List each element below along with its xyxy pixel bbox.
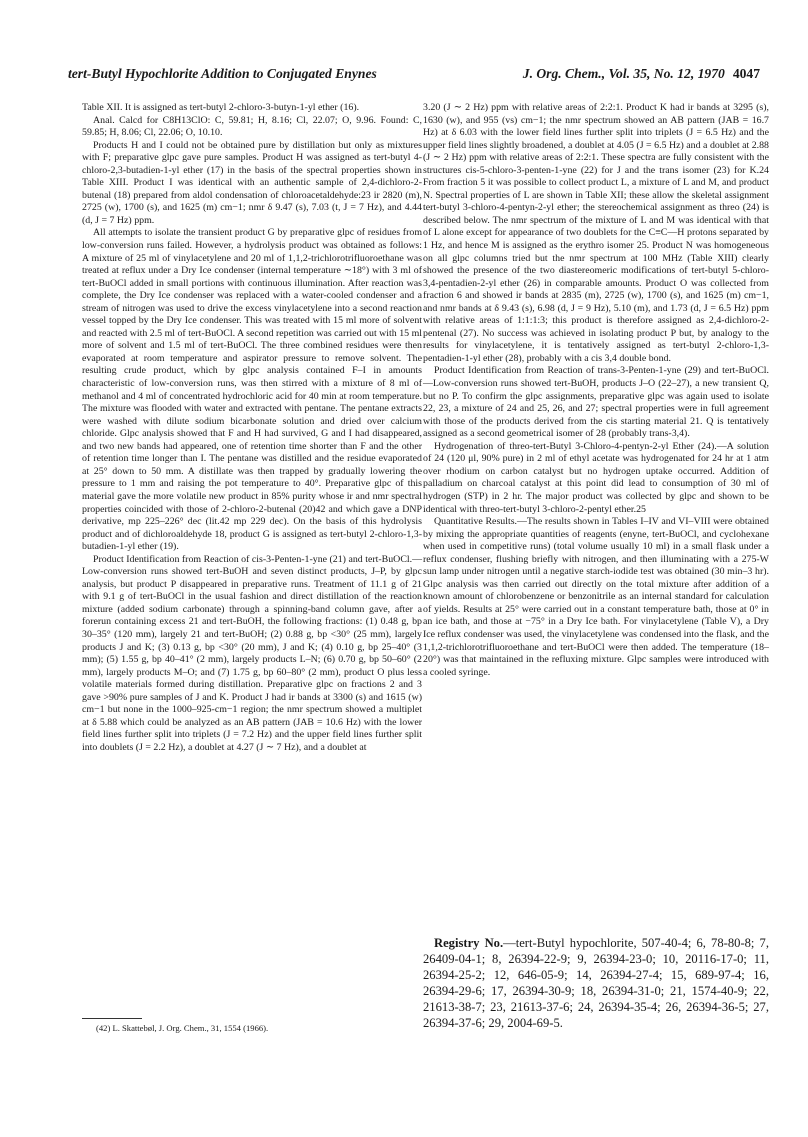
journal-name: J. Org. Chem., Vol. 35, No. 12, 1970 xyxy=(522,66,725,81)
paragraph: Table XII. It is assigned as tert-butyl 2-chloro-3-butyn-1-yl ether (16). xyxy=(82,102,360,113)
registry-paragraph xyxy=(423,936,769,1031)
registry-numbers xyxy=(423,936,769,1031)
paragraph: Products H and I could not be obtained pure by distillation but only as mixtures with F; preparative glpc gave pure samples. Product H was assigned as tert-butyl 4-chloro-2,3-butadien-1-yl ether (17) in the basis of the spectral properties shown in Table XIII. Product I was identical with an authentic sample of 2,4-dichloro-2-butenal (18) prepared from aldol condensation of chloroacetaldehyde:23 ir 2820 (m), 2725 (w), 1700 (s), and 1625 (m) cm−1; nmr δ 9.47 (s), 7.03 (t, J = 7 Hz), and 4.44 (d, J = 7 Hz) ppm. xyxy=(82,139,422,226)
footnote-divider xyxy=(82,1018,142,1019)
paragraph: Product Identification from Reaction of trans-3-Penten-1-yne (29) and tert-BuOCl.—Low-conversion runs showed tert-BuOH, products J–O (22–27), a new transient Q, but no P. To confirm the glpc assignments, preparative glpc was again used to isolate 22, 23, a mixture of 24 and 25, 26, and 27; spectral properties were in full agreement with those of the products derived from the cis starting material 21. Q is tentatively assigned as a second geometrical isomer of 28 (probably trans-3,4). xyxy=(423,365,769,440)
registry-text: —tert-Butyl hypochlorite, 507-40-4; 6, 78-80-8; 7, 26409-04-1; 8, 26394-22-9; 9, 26394-23-0; 10, 20116-17-0; 11, 26394-25-2; 12, 646-05-9; 14, 26394-27-4; 15, 689-97-4; 16, 26394-29-6; 17, 26394-30-9; 18, 26394-31-0; 21, 1574-40-9; 22, 21613-38-7; 23, 21613-37-6; 24, 26394-35-4; 26, 26394-36-5; 27, 26394-37-6; 29, 2004-69-5. xyxy=(423,936,769,1030)
paragraph: Hydrogenation of threo-tert-Butyl 3-Chloro-4-pentyn-2-yl Ether (24).—A solution of 24 (120 μl, 90% pure) in 2 ml of ethyl acetate was hydrogenated for 24 hr at 1 atm over rhodium on carbon catalyst but no hydrogen uptake occurred. Addition of palladium on charcoal catalyst at this point did lead to consumption of 30 ml of hydrogen (STP) in 2 hr. The major product was collected by glpc and shown to be identical with threo-tert-butyl 3-chloro-2-pentyl ether.25 xyxy=(423,440,769,515)
page-header xyxy=(68,66,760,88)
left-column xyxy=(82,102,422,754)
paragraph: Product Identification from Reaction of cis-3-Penten-1-yne (21) and tert-BuOCl.—Low-conversion runs showed tert-BuOH and seven distinct products, J–P, by glpc analysis, but product P disappeared in preparative runs. Treatment of 11.1 g of 21 with 9.1 g of tert-BuOCl in the usual fashion and direct distillation of the reaction mixture (added sodium carbonate) through a spinning-band column gave, after a forerun containing excess 21 and tert-BuOH, the following fractions: (1) 0.48 g, bp 30–35° (120 mm), largely 21 and tert-BuOH; (2) 0.88 g, bp <30° (25 mm), largely products J and K; (3) 0.13 g, bp <30° (20 mm), J and K; (4) 0.10 g, bp 25–40° (3 mm); (5) 1.55 g, bp 40–41° (2 mm), largely products L–N; (6) 0.70 g, bp 50–60° (2 mm), largely products M–O; and (7) 1.75 g, bp 60–80° (2 mm), product O plus less volatile materials formed during distillation. Preparative glpc on fractions 2 and 3 gave >90% pure samples of J and K. Product J had ir bands at 3300 (s) and 1615 (w) cm−1 but none in the 1000–925-cm−1 region; the nmr spectrum showed a multiplet at δ 5.88 which could be analyzed as an AB pattern (JAB = 10.6 Hz) with the lower field lines further split into triplets (J = 7.2 Hz) and the upper field lines further split into doublets (J = 2.2 Hz), a doublet at 4.27 (J ∼ 7 Hz), and a doublet at xyxy=(82,553,422,753)
paragraph: Anal. Calcd for C8H13ClO: C, 59.81; H, 8.16; Cl, 22.07; O, 9.96. Found: C, 59.85; H, 8.06; Cl, 22.06; O, 10.10. xyxy=(82,114,422,139)
paragraph: All attempts to isolate the transient product G by preparative glpc of residues from low-conversion runs failed. However, a hydrolysis product was obtained as follows: A mixture of 25 ml of vinylacetylene and 20 ml of 1,1,2-trichlorotrifluoroethane was treated at reflux under a Dry Ice condenser (internal temperature ∼18°) with 3 ml of tert-BuOCl added in small portions with continuous illumination. After reaction was complete, the Dry Ice condenser was replaced with a water-cooled condenser and a stream of nitrogen was used to drive the excess vinylacetylene into a second reaction vessel topped by the Dry Ice condenser. This was treated with 15 ml more of solvent and reacted with 2.5 ml of tert-BuOCl. A second repetition was carried out with 15 ml more of solvent and 1.5 ml of tert-BuOCl. The three combined residues were then evaporated at room temperature and aspirator pressure to remove solvent. The resulting crude product, which by glpc analysis contained F–I in amounts characteristic of low-conversion runs, was then stirred with a mixture of 8 ml of methanol and 4 ml of concentrated hydrochloric acid for 40 min at room temperature. The mixture was flooded with water and extracted with pentane. The pentane extracts were washed with dilute sodium bicarbonate solution and dried over calcium chloride. Glpc analysis showed that F and H had survived, G and I had disappeared, and two new bands had appeared, one of retention time shorter than F and the other of retention time longer than I. The pentane was distilled and the residue evaporated at 25° down to 50 mm. A distillate was then trapped by gradually lowering the pressure to 1 mm and raising the pot temperature to 40°. Preparative glpc of this material gave the more volatile new product in 85% purity whose ir and nmr spectral properties coincided with those of 2-chloro-2-butenal (20)42 and which gave a DNP derivative, mp 225–226° dec (lit.42 mp 229 dec). On the basis of this hydrolysis product and of dichloroaldehyde 18, product G is assigned as tert-butyl 2-chloro-1,3-butadien-1-yl ether (19). xyxy=(82,227,422,553)
journal-citation xyxy=(523,66,760,82)
right-column xyxy=(423,102,769,679)
registry-label: Registry No. xyxy=(434,936,504,950)
footnote: (42) L. Skattebøl, J. Org. Chem., 31, 1554 (1966). xyxy=(96,1023,269,1033)
paragraph: 3.20 (J ∼ 2 Hz) ppm with relative areas of 2:2:1. Product K had ir bands at 3295 (s), 1630 (w), and 955 (vs) cm−1; the nmr spectrum showed an AB pattern (JAB = 16.7 Hz) at δ 6.03 with the lower field lines further split into triplets (J = 6.5 Hz) and the upper field lines slightly broadened, a doublet at 4.05 (J = 6.5 Hz) and a doublet at 2.88 (J ∼ 2 Hz) ppm with relative areas of 2:2:1. These spectra are fully consistent with the structures cis-5-chloro-3-penten-1-yne (22) for J and the trans isomer (23) for K.24 From fraction 5 it was possible to collect product L, a mixture of L and M, and product N. Spectral properties of L are shown in Table XII; these allow the skeletal assignment tert-butyl 3-chloro-4-pentyn-2-yl ether; the stereochemical assignment as threo (24) is described below. The nmr spectrum of the mixture of L and M was identical with that of L alone except for appearance of two doublets for the C≡C—H protons separated by 1 Hz, and hence M is assigned as the erythro isomer 25. Product N was homogeneous on all glpc columns tried but the nmr spectrum at 100 MHz (Table XIII) clearly showed the presence of the two diastereomeric modifications of tert-butyl 5-chloro-3,4-pentadien-2-yl ether (26) in comparable amounts. Product O was collected from fraction 6 and showed ir bands at 2835 (m), 2725 (w), 1700 (s), and 1625 (m) cm−1, and nmr bands at δ 9.43 (s), 6.98 (d, J = 9 Hz), 5.10 (m), and 1.73 (d, J = 6.5 Hz) ppm with relative areas of 1:1:1:3; this product is therefore assigned as 2,4-dichloro-2-pentenal (27). No success was achieved in isolating product P but, by analogy to the results for vinylacetylene, it is tentatively assigned as tert-butyl 2-chloro-1,3-pentadien-1-yl ether (28), probably with a cis 3,4 double bond. xyxy=(423,102,769,364)
page-number: 4047 xyxy=(732,66,760,81)
paragraph: Quantitative Results.—The results shown in Tables I–IV and VI–VIII were obtained by mixing the appropriate quantities of reagents (enyne, tert-BuOCl, and cyclohexane when used in competitive runs) (total volume usually 10 ml) in a small flask under a reflux condenser, flushing briefly with nitrogen, and then illuminating with a 275-W sun lamp under nitrogen until a negative starch-iodide test was obtained (30 min–3 hr). Glpc analysis was then carried out directly on the total mixture after addition of a known amount of chlorobenzene or benzonitrile as an internal standard for calculation of yields. Results at 25° were carried out in a constant temperature bath, those at 0° in an ice bath, and those at −75° in a Dry Ice bath. For vinylacetylene (Table V), a Dry Ice reflux condenser was used, the vinylacetylene was condensed into the flask, and the 1,1,2-trichlorotrifluoroethane and tert-BuOCl were then added. The temperature (18–20°) was that maintained in the refluxing mixture. Glpc samples were introduced with a cooled syringe. xyxy=(423,516,769,678)
running-title: tert-Butyl Hypochlorite Addition to Conjugated Enynes xyxy=(68,66,377,81)
